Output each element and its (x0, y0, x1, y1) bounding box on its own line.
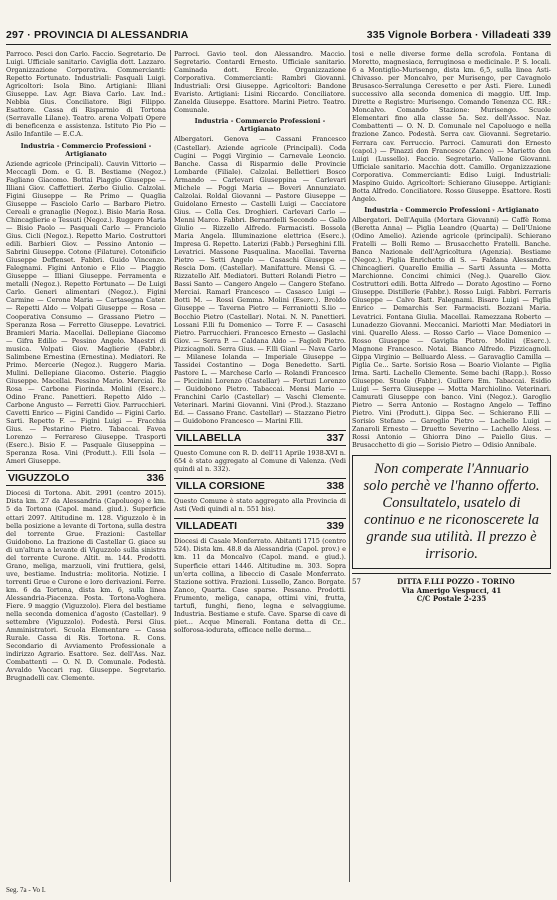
section-heading: Industria - Commercio Professioni - Artigianato (194, 117, 326, 134)
vignole-officials: Parroci. Gavio teol. don Alessandro. Maccio. Segretario. Contardi Ernesto. Ufficiale sanitario. Caminada dott. Ercole. Organizzazione Corporativa. Commercianti: Rambri Giovanni. Industriali: Orsi Giuseppe. Agricoltori: Bandone Evaristo. Artigiani: Lisini Riccardo. Conciliatore. Zanelda Giuseppe. Esattore. Marini Pietro. Teatro. Comunale. (174, 50, 346, 115)
header-left: 297 · PROVINCIA DI ALESSANDRIA (6, 29, 189, 41)
advertisement-box: Non comperate l'Annuario solo perchè ve l'hanno offerto. Consultatelo, usatelo di continuo e ne riconoscerete la grande sua utilità. Il prezzo è irrisorio. (352, 455, 551, 569)
viguzzolo-description: Diocesi di Tortona. Abit. 2991 (centro 2015). Dista km. 27 da Alessandria (Capoluogo) e km. 5 da Tortona (Capol. mand. giud.). Superficie ettari 2097. Altitudine m. 128. Viguzzolo è in bella posizione a levante di Tortona, sulla destra del torrente Grue. Frazioni: Castellar Guidobono. La frazione di Castellar G. giace su di un'altura a levante di Viguzzolo sulla sinistra del torrente Curone. Altit. m. 144. Prodotti. Grano, meliga, marzuoli, vini fruttiera, gelsi, uve, bestiame. Industria: molitoria. Notizie. I torrenti Grue e Curone e loro derivazioni. Ferre. km. 6 da Tortona, dista km. 6, sulla linea Alessandria-Piacenza. Posta. Tortona-Voghera. Fiere. 9 maggio (Viguzzolo). Fiera del bestiame nella seconda domenica d'agosto (Castellar). 9 settembre (Viguzzolo). Podestà. Persi Gius. Amministratori. Scuola Elementare — Cassa Rurale. Cassa di Ris. Tortona. R. Cons. Secondario di Avviamento Professionale a indirizzo Agrario. Esattore. Sez. dell'Ass. Naz. Combattenti — O. N. D. Comunale. Podestà. Avvaldo Vaccari rag. Giuseppe. Segretario. Brugnadelli cav. Clemente. (6, 489, 166, 683)
viguzzolo-officials: Parroco. Pesci don Carlo. Faccio. Segretario. De Luigi. Ufficiale sanitario. Caviglia dott. Lazzaro. Organizzazione Corporativa. Commercianti: Repetto Fortunato. Industriali: Pasquali Luigi. Agricoltori: Isola Bino. Artigiani: Illiani Giuseppe. Lav. Agr. Biava Carlo. Lav. Ind.: Nebbia Gius. Conciliatore. Bigi Filippo. Esattore. Cassa di Risparmio di Tortona (Serravalle Lilane). Teatro. arena Volpati Opere di beneficenza e assistenza. Istituto Pio Pio — Asilo Infantile — E.C.A. (6, 50, 166, 139)
town-heading-villadeati (174, 518, 346, 534)
villadeati-trades: Albergatori. Dell'Aquila (Mortara Giovanni) — Caffè Roma (Beretta Anna) — Piglia Leandro (Quarta) — Dell'Unione (Odino Amelio). Aziende agricole (principali). Schierano Fratelli — Bolli Remo — Brusacchetto Fratelli. Banche. Banca Nazionale dell'Agricoltura (Agenzia). Bestiame (Negoz.). Piglia Enrichetto di S. — Faldana Alessandro. Chincaglieri. Quarello Emilia — Sarti Assunta — Motta Marchionne. Concimi chimici (Neg.). Quarello Giov. Costruttori edili. Botta Alfredo — Dorato Agostino — Forno Giuseppe. Distillerie (Fabbr.). Rosso Luigi. Fabbri. Ferraris Giuseppe — Calvo Batt. Falegnami. Bisaro Luigi — Piglia Enrico — Demarchis Ser. Farmacisti. Bozzani Maria. Levatrici. Fontana Giulia. Macellai. Ramezzana Roberto — Lunadezzo Giovanni. Meccanici. Mariotti Mar. Mediatori in vini. Quarello Aless. — Rosso Carlo — Viace Domenico — Rosso Giuseppe — Gaviglia Pietro. Molini (Eserc.). Magnone Francesco. Notai. Bianco Alfredo. Pizzicagnoli. Gippa Virginio — Belluardo Aless. — Garavaglio Camilla — Piglia Ce... Sarte. Sorisio Rosa — Boario Violante — Piglia Irma. Sarti. Lachello Clemente. Seme bachi (Rapp.). Rosso Giuseppe. Stuole (Fabbr.). Guillero Em. Tabaccai. Esidio Luigi — Serra Giuseppe — Motta Marchiolino. Veterinari. Camurati Giuseppe con banco. Vini (Negoz.). Garoglio Pietro — Serra Antonio — Rostagno Angelo — Teffino Pietro. Vini (Produtt.). Gippa Sec. — Schierano F.lli — Sorisio Stefano — Garoglio Pietro — Lachello Luigi — Zanaroli Ernesto — Druetto Severino — Lachello Aless. — Rossi Antonio — Ghiorra Dino — Paiello Gius. — Brusacchetto di gio — Sorisio Pietro — Odisio Annibale. (352, 215, 551, 450)
page-header (6, 28, 551, 45)
column-middle (174, 50, 346, 882)
section-heading: Industria - Commercio Professioni - Artigianato (364, 205, 539, 214)
town-number: 336 (146, 472, 164, 485)
town-heading-villa-corsione (174, 478, 346, 494)
villadeati-description: Diocesi di Casale Monferrato. Abitanti 1715 (centro 524). Dista km. 48.8 da Alessandria (Capol. prov.) e km. 11 da Moncalvo (Capol. mand. e giud.). Superficie ettari 1446. Altitudine m. 303. Sopra un'erta collina, a libeccio di Casale Monferrato. Stazione sottiva. Frazioni. Lussello, Zanco. Borgate. Zanco, Quarta. Case sparse. Pessano. Prodotti. Frumento, meliga, canapa, ottimi vini, frutta, tartufi, funghi, fieno, legna e selvaggiume. Industria. Bestiame e stufe. Cave. Sparse di cave di piet... Acque Minerali. Fontana detta di Cr... solforosa-iodurata, efficace nelle derma... (174, 537, 346, 634)
town-heading-villabella (174, 430, 346, 446)
publisher-name: DITTA F.LLI POZZO - TORINO (397, 577, 515, 587)
publisher-postal-account: C/C Postale 2-235 (416, 594, 487, 604)
column-right (352, 50, 551, 882)
page-footer: Seg. 7a - Vo I. (6, 886, 46, 894)
vignole-trades: Albergatori. Genova — Cassani Francesco (Castellar). Aziende agricole (Principali). Coda Cugini — Poggi Virginio — Carnevale Leoncio. Banche. Cassa di Risparmio delle Provincie Lombarde (Filiale). Calzolai. Bellettieri Bosco Armando — Carlevari Giuseppina — Carlevari Michele — Poggi Maria — Boveri Annunziato. Calzolai. Roldal Giovanni — Pastore Giuseppe — Guidolano Ernesto — Castelli Luigi — Cacciatore Gius. — Colla Ces. Droghieri. Carlevari Carlo — Menni Marco. Fabbri. Bernardelli Secondo — Gallo Giulio — Rizzello Alfredo. Farmacisti. Bossola Maria Angela. Illuminazione elettrica (Eserc.). Impresa G. Repetto. Laterizi (Fabb.) Perseghini f.lli. Levatrici. Massone Pasqualina. Macellai. Taverna Pietro — Setti Angelo — Casaschi Giuseppe — Rescia Dom. (Castellar). Manifatture. Mensi G. — Rizzatello Alf. Mediatori. Butteri Rolandi Pietro — Bassi Santo — Cangero Angelo — Cangero Stefano. Merciai. Ramarl Francesco — Casasco Luigi — Botti M. — Rossi Gemma. Molini (Eserc.). Broldo Giuseppe — Taverna Pietro — Ferraniotti S.lio — Bocchio Pietro (Castellar). Notai. N. N. Panettieri. Lossani F.lli fu Domenico — Torre F. — Casaschi Pietro. Parrucchieri. Francesco Ernesto — Gaslachi Giov. — Serra P. — Caldana Aldo — Fagioli Pietro. Pizzicagnoli. Serra Gius. — F.lli Gianl — Nava Carlo — Milanese Iolanda — Imperiale Giuseppe — Tassidei Costantino — Doga Benedetto. Sarti. Pastore L. — Marchese Carlo — Rolandi Francesco — Piccinini Lorenzo (Castellar) — Fortuzi Lorenzo — Guidobono Pietro. Tabaccai. Mensi Mario — Franchini Carlo (Castellar) — Vaschi Clemente. Veterinari. Marini Giovanni. Vini (Prod.). Stazzano Ed. — Cassano Franc. Castellar) — Stazzano Pietro — Guidobono Francesco — Marini F.lli. (174, 135, 346, 426)
villa-corsione-note: Questo Comune è stato aggregato alla Provincia di Asti (Vedi quindi al n. 551 bis). (174, 497, 346, 514)
town-name: VILLABELLA (176, 432, 242, 445)
town-name: VIGUZZOLO (8, 472, 70, 485)
page-signature: 57 (352, 578, 361, 587)
publisher-imprint (352, 578, 551, 604)
divider (352, 573, 551, 574)
section-heading: Industria - Commercio Professioni - Artigianato (20, 141, 152, 158)
column-divider (170, 50, 171, 882)
town-number: 337 (326, 432, 344, 445)
town-number: 338 (326, 480, 344, 493)
town-name: VILLADEATI (176, 520, 238, 533)
publisher-address: Via Amerigo Vespucci, 41 (401, 585, 502, 595)
viguzzolo-trades: Aziende agricole (Principali). Cauvin Vittorio — Meccagli Dom. e G. B. Bestiame (Negoz.) Fagliano Giacomo. Bottai Piaggio Giuseppe — Illiani Giov. Caffettieri. Zerbo Giulio. Calzolai. Figini Giuseppe — Re Primo — Quaglia Giuseppe — Fasciolo Carlo — Barbaro Pietro. Cereali e granaglie (Negoz.). Bisio Maria Rosa. Chincaglierie e Tessuti (Negoz.). Ruggero Maria — Bisio Paolo — Pasquali Carlo — Franciolo Gius. Cicli (Negoz.). Repetto Mario. Costruttori edili. Barbieri Giov. — Pessino Antonio — Sabrini Giuseppe. Cotone (Filature). Cotonificio Giuseppe Deffenset. Fabbri. Guido Vincenzo. Falegnami. Figini Antonio e F.lio — Piaggio Giuseppe — Illiani Giuseppe. Ferramenta e metalli (Negoz.). Repetto Fortunato — De Luigi Carlo. Generi alimentari (Negoz.). Figini Carmine — Cerone Maria — Cartasegna Cater. — Repetti Aldo — Volpati Giuseppe — Rosa — Cooperativa Consumo — Grassano Pietro — Speranza Rosa — Ferretto Giuseppe. Levatrici. Bramieri Maria. Macellai. Dellepiane Giacomo — Gifra Edilio — Pessino Angelo. Maestri di musica. Volpati Giov. Maglierie (Fabbr.). Salimbene Ernestina (Ernestina). Mediatori. Re Primo. Mercerie (Negoz.). Ruggero Maria. Mulini. Dellepiane Giacomo. Osterie. Piaggio Giuseppe. Macellai. Pessino Mario. Merciai. Re Rosa — Carbone Fiorinda. Molini (Eserc.). Odino Franc. Panettieri. Repetto Aldo — Carbone Angusto — Ferretti Giov. Parrucchieri. Cavetti Enrico — Figini Candido — Figini Carlo. Sarti. Repetto F. — Figini Luigi — Fracchia Gius. — Pestarino Pietro. Tabaccai. Favea Lorenzo — Ferrareso Giuseppe. Trasporti (Eserc.). Bisio F. — Pasquale Giuseppina — Speranza Rosa. Vini (Produtt.). F.lli Isola — Ameri Giuseppe. (6, 159, 166, 466)
villadeati-continued: tosi e nelle diverse forme della scrofola. Fontana di Moretto, magnesiaca, ferruginosa e medicinale. P. S. locali. 6 a Montiglio-Murisengo, dista km. 6,5, sulla linea Asti-Chivasso. per Moncalvo, per Murisengo, per Cavagnolo Brusasco-Serralunga Ceresetto e per Asti. Fiere. Lunedì successivo alla seconda domenica di maggio. Uff. Imp. Dirette e Registro: Murisengo. Comando Tenenza CC. RR.: Moncalvo. Comando Stazione: Murisengo. Scuole Elementari fino alla classe 5a. Sez. dell'Assoc. Naz. Combattenti — O. N. D. Comunale nel Capoluogo e nella frazione Zanco. Podestà. Serra cav. Giovanni. Segretario. Ferrara cav. Ferruccio. Parroci. Camurati don Ernesto (capol.) — Pinazzi don Francesco (Zanco) — Marietto don Luigi (Lussello). Faccio. Segretario. Vallone Giovanni. Ufficiale sanitario. Macchia dott. Camillo. Organizzazione Corporativa. Commercianti: Ediso Luigi. Industriali: Maspino Guido. Agricoltori: Schierano Giuseppe. Artigiani: Botta Alfredo. Conciliatore. Rosso Giuseppe. Esattore. Rosti Angelo. (352, 50, 551, 203)
town-name: VILLA CORSIONE (176, 480, 265, 493)
column-divider (349, 50, 350, 882)
town-number: 339 (326, 520, 344, 533)
header-right: 335 Vignole Borbera · Villadeati 339 (366, 29, 551, 41)
column-left (6, 50, 166, 882)
town-heading-viguzzolo (6, 470, 166, 486)
villabella-note: Questo Comune con R. D. dell'11 Aprile 1938-XVI n. 654 è stato aggregato al Comune di Valenza. (Vedi quindi al n. 332). (174, 449, 346, 474)
